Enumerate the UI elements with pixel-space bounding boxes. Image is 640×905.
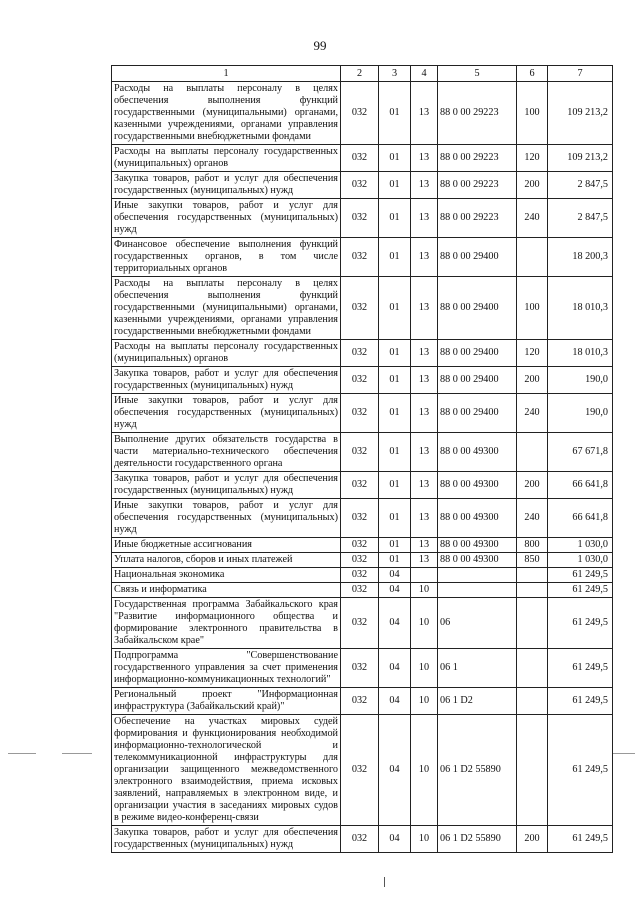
row-description: Региональный проект "Информационная инфраструктура (Забайкальский край)" <box>112 688 341 715</box>
cell-pr: 10 <box>411 649 438 688</box>
cell-csr: 88 0 00 29400 <box>438 277 517 340</box>
margin-dash-left <box>8 753 36 754</box>
cell-ved: 032 <box>341 367 379 394</box>
cell-vr: 120 <box>517 145 548 172</box>
row-description: Расходы на выплаты персоналу государственных (муниципальных) органов <box>112 145 341 172</box>
cell-pr: 13 <box>411 499 438 538</box>
header-cell: 7 <box>548 66 613 82</box>
cell-vr: 200 <box>517 367 548 394</box>
cell-csr: 06 1 D2 55890 <box>438 715 517 826</box>
table-row <box>112 199 613 238</box>
table-row <box>112 238 613 277</box>
row-description: Иные бюджетные ассигнования <box>112 538 341 553</box>
cell-pr: 13 <box>411 277 438 340</box>
cell-csr: 88 0 00 29223 <box>438 172 517 199</box>
cell-csr: 88 0 00 29223 <box>438 199 517 238</box>
row-description: Государственная программа Забайкальского края "Развитие информационного общества и формирование электронного правительства в Забайкальском крае" <box>112 598 341 649</box>
cell-rz: 01 <box>379 145 411 172</box>
cell-vr: 120 <box>517 340 548 367</box>
row-description: Обеспечение на участках мировых судей формирования и функционирования необходимой информационно-технологической и телекоммуникационной инфраструктуры для организации защищенного межведомственного электронного взаимодействия, приема исковых заявлений, направляемых в электронном виде, и организации участия в заседаниях мировых судов в режиме видео-конференц-связи <box>112 715 341 826</box>
cell-rz: 04 <box>379 583 411 598</box>
table-row <box>112 715 613 826</box>
header-row <box>112 66 613 82</box>
cell-rz: 01 <box>379 238 411 277</box>
row-description: Национальная экономика <box>112 568 341 583</box>
cell-vr: 200 <box>517 472 548 499</box>
row-description: Иные закупки товаров, работ и услуг для обеспечения государственных (муниципальных) нужд <box>112 499 341 538</box>
cell-vr: 200 <box>517 172 548 199</box>
margin-dash-left-2 <box>62 753 92 754</box>
header-cell: 4 <box>411 66 438 82</box>
cell-vr: 240 <box>517 199 548 238</box>
table-row <box>112 82 613 145</box>
table-row <box>112 394 613 433</box>
cell-pr: 10 <box>411 826 438 853</box>
table-row <box>112 340 613 367</box>
cell-csr: 88 0 00 29400 <box>438 340 517 367</box>
cell-pr: 13 <box>411 394 438 433</box>
cell-pr: 13 <box>411 472 438 499</box>
cell-pr: 13 <box>411 553 438 568</box>
cell-csr <box>438 583 517 598</box>
footer-mark <box>384 877 385 887</box>
cell-csr: 06 1 D2 <box>438 688 517 715</box>
cell-sum: 109 213,2 <box>548 82 613 145</box>
cell-rz: 04 <box>379 568 411 583</box>
table-row <box>112 433 613 472</box>
row-description: Иные закупки товаров, работ и услуг для обеспечения государственных (муниципальных) нужд <box>112 394 341 433</box>
cell-ved: 032 <box>341 598 379 649</box>
cell-sum: 67 671,8 <box>548 433 613 472</box>
row-description: Подпрограмма "Совершенствование государственного управления за счет применения информационно-коммуникационных технологий" <box>112 649 341 688</box>
table-row <box>112 688 613 715</box>
cell-csr: 88 0 00 29400 <box>438 238 517 277</box>
cell-sum: 66 641,8 <box>548 499 613 538</box>
table-row <box>112 583 613 598</box>
cell-pr: 13 <box>411 82 438 145</box>
row-description: Связь и информатика <box>112 583 341 598</box>
cell-rz: 04 <box>379 826 411 853</box>
cell-vr: 240 <box>517 394 548 433</box>
cell-rz: 01 <box>379 394 411 433</box>
cell-pr: 13 <box>411 433 438 472</box>
cell-sum: 190,0 <box>548 367 613 394</box>
table-row <box>112 553 613 568</box>
cell-vr: 240 <box>517 499 548 538</box>
cell-vr <box>517 649 548 688</box>
cell-pr: 10 <box>411 598 438 649</box>
cell-sum: 2 847,5 <box>548 199 613 238</box>
cell-ved: 032 <box>341 649 379 688</box>
cell-ved: 032 <box>341 82 379 145</box>
cell-ved: 032 <box>341 568 379 583</box>
cell-sum: 2 847,5 <box>548 172 613 199</box>
table-row <box>112 472 613 499</box>
cell-sum: 61 249,5 <box>548 688 613 715</box>
cell-vr <box>517 688 548 715</box>
table-row <box>112 598 613 649</box>
cell-csr: 88 0 00 49300 <box>438 553 517 568</box>
cell-vr <box>517 568 548 583</box>
cell-sum: 61 249,5 <box>548 649 613 688</box>
cell-rz: 01 <box>379 472 411 499</box>
cell-vr: 100 <box>517 82 548 145</box>
cell-csr: 88 0 00 29223 <box>438 82 517 145</box>
cell-vr <box>517 715 548 826</box>
cell-pr <box>411 568 438 583</box>
cell-ved: 032 <box>341 538 379 553</box>
cell-rz: 04 <box>379 715 411 826</box>
table-row <box>112 172 613 199</box>
cell-ved: 032 <box>341 172 379 199</box>
cell-sum: 18 010,3 <box>548 340 613 367</box>
cell-sum: 190,0 <box>548 394 613 433</box>
cell-vr: 800 <box>517 538 548 553</box>
cell-vr: 100 <box>517 277 548 340</box>
cell-ved: 032 <box>341 340 379 367</box>
cell-rz: 04 <box>379 649 411 688</box>
cell-sum: 61 249,5 <box>548 583 613 598</box>
cell-rz: 01 <box>379 433 411 472</box>
row-description: Расходы на выплаты персоналу в целях обеспечения выполнения функций государственными (муниципальными) органами, казенными учреждениями, органами управления государственными внебюджетными фондами <box>112 82 341 145</box>
row-description: Расходы на выплаты персоналу в целях обеспечения выполнения функций государственными (муниципальными) органами, казенными учреждениями, органами управления государственными внебюджетными фондами <box>112 277 341 340</box>
cell-rz: 01 <box>379 499 411 538</box>
cell-csr: 88 0 00 49300 <box>438 472 517 499</box>
cell-rz: 01 <box>379 172 411 199</box>
row-description: Закупка товаров, работ и услуг для обеспечения государственных (муниципальных) нужд <box>112 826 341 853</box>
cell-pr: 13 <box>411 538 438 553</box>
cell-vr <box>517 598 548 649</box>
cell-vr <box>517 583 548 598</box>
cell-rz: 01 <box>379 199 411 238</box>
cell-csr: 88 0 00 29400 <box>438 367 517 394</box>
cell-ved: 032 <box>341 433 379 472</box>
cell-csr: 06 1 D2 55890 <box>438 826 517 853</box>
cell-pr: 10 <box>411 688 438 715</box>
cell-pr: 13 <box>411 145 438 172</box>
cell-sum: 61 249,5 <box>548 568 613 583</box>
cell-pr: 13 <box>411 367 438 394</box>
cell-ved: 032 <box>341 715 379 826</box>
table-row <box>112 649 613 688</box>
cell-rz: 01 <box>379 340 411 367</box>
cell-csr: 06 1 <box>438 649 517 688</box>
cell-csr: 88 0 00 49300 <box>438 538 517 553</box>
header-cell: 1 <box>112 66 341 82</box>
table-row <box>112 538 613 553</box>
cell-ved: 032 <box>341 277 379 340</box>
cell-sum: 61 249,5 <box>548 715 613 826</box>
cell-sum: 18 200,3 <box>548 238 613 277</box>
cell-sum: 109 213,2 <box>548 145 613 172</box>
cell-vr <box>517 433 548 472</box>
cell-sum: 1 030,0 <box>548 553 613 568</box>
cell-csr: 88 0 00 29400 <box>438 394 517 433</box>
cell-sum: 61 249,5 <box>548 826 613 853</box>
table-row <box>112 568 613 583</box>
table-row <box>112 499 613 538</box>
header-cell: 2 <box>341 66 379 82</box>
table-row <box>112 826 613 853</box>
cell-rz: 01 <box>379 367 411 394</box>
cell-ved: 032 <box>341 826 379 853</box>
header-cell: 5 <box>438 66 517 82</box>
cell-pr: 13 <box>411 238 438 277</box>
budget-table <box>111 65 613 853</box>
page-number: 99 <box>313 38 327 53</box>
cell-pr: 13 <box>411 172 438 199</box>
cell-rz: 01 <box>379 553 411 568</box>
cell-rz: 04 <box>379 598 411 649</box>
cell-ved: 032 <box>341 145 379 172</box>
row-description: Уплата налогов, сборов и иных платежей <box>112 553 341 568</box>
margin-dash-right <box>613 753 635 754</box>
cell-rz: 01 <box>379 538 411 553</box>
row-description: Выполнение других обязательств государства в части материально-технического обеспечения деятельности государственного органа <box>112 433 341 472</box>
cell-ved: 032 <box>341 238 379 277</box>
cell-csr: 88 0 00 29223 <box>438 145 517 172</box>
cell-pr: 13 <box>411 340 438 367</box>
row-description: Закупка товаров, работ и услуг для обеспечения государственных (муниципальных) нужд <box>112 172 341 199</box>
cell-pr: 10 <box>411 715 438 826</box>
cell-rz: 01 <box>379 82 411 145</box>
cell-sum: 61 249,5 <box>548 598 613 649</box>
row-description: Финансовое обеспечение выполнения функций государственных органов, в том числе территориальных органов <box>112 238 341 277</box>
cell-vr <box>517 238 548 277</box>
cell-pr: 10 <box>411 583 438 598</box>
cell-ved: 032 <box>341 583 379 598</box>
cell-ved: 032 <box>341 688 379 715</box>
cell-pr: 13 <box>411 199 438 238</box>
row-description: Иные закупки товаров, работ и услуг для обеспечения государственных (муниципальных) нужд <box>112 199 341 238</box>
row-description: Расходы на выплаты персоналу государственных (муниципальных) органов <box>112 340 341 367</box>
cell-ved: 032 <box>341 472 379 499</box>
cell-ved: 032 <box>341 394 379 433</box>
header-cell: 6 <box>517 66 548 82</box>
table-row <box>112 367 613 394</box>
cell-sum: 1 030,0 <box>548 538 613 553</box>
cell-rz: 04 <box>379 688 411 715</box>
cell-csr: 06 <box>438 598 517 649</box>
cell-csr: 88 0 00 49300 <box>438 433 517 472</box>
cell-vr: 850 <box>517 553 548 568</box>
cell-ved: 032 <box>341 553 379 568</box>
cell-ved: 032 <box>341 499 379 538</box>
row-description: Закупка товаров, работ и услуг для обеспечения государственных (муниципальных) нужд <box>112 472 341 499</box>
row-description: Закупка товаров, работ и услуг для обеспечения государственных (муниципальных) нужд <box>112 367 341 394</box>
cell-vr: 200 <box>517 826 548 853</box>
cell-sum: 66 641,8 <box>548 472 613 499</box>
cell-csr: 88 0 00 49300 <box>438 499 517 538</box>
table-row <box>112 277 613 340</box>
cell-sum: 18 010,3 <box>548 277 613 340</box>
cell-ved: 032 <box>341 199 379 238</box>
header-cell: 3 <box>379 66 411 82</box>
table-row <box>112 145 613 172</box>
cell-csr <box>438 568 517 583</box>
cell-rz: 01 <box>379 277 411 340</box>
